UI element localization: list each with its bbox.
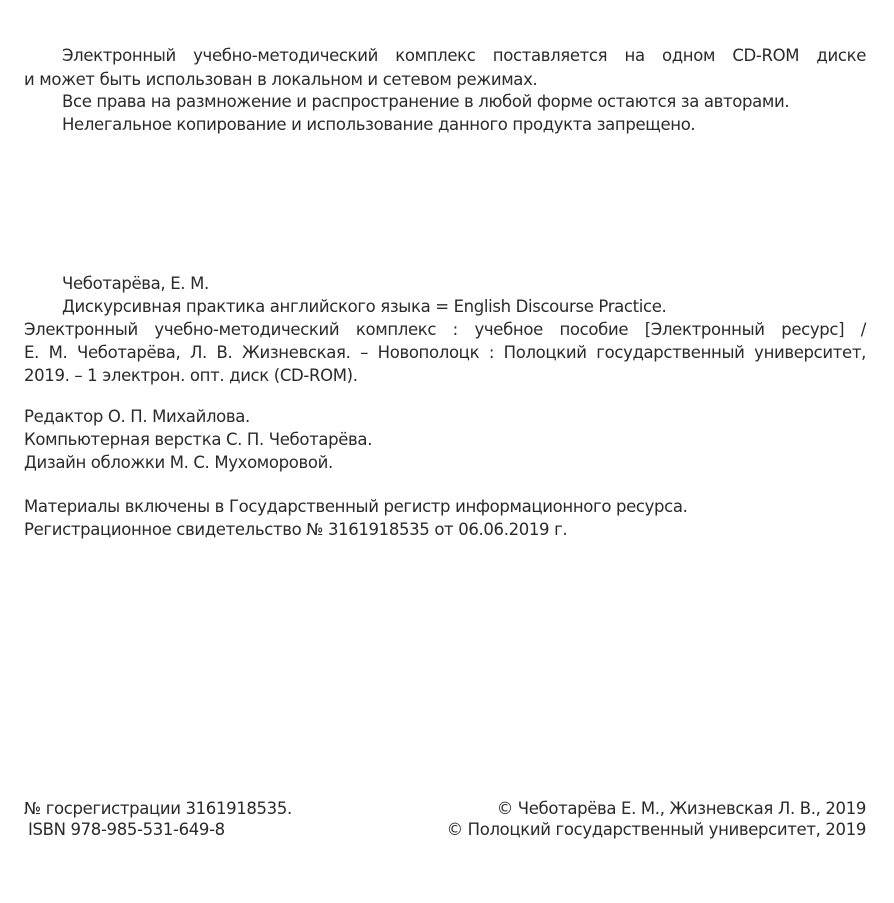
notice-line-4: Нелегальное копирование и использование данного продукта запрещено. — [62, 115, 696, 134]
bib-author: Чеботарёва, Е. М. — [62, 274, 209, 293]
footer-copyright-university: © Полоцкий государственный университет, 2019 — [446, 820, 866, 839]
bib-line-5: 2019. – 1 электрон. опт. диск (CD-ROM). — [24, 366, 358, 385]
notice-line-1: Электронный учебно-методический комплекс поставляется на одном CD-ROM диске — [62, 46, 866, 65]
credit-editor: Редактор О. П. Михайлова. — [24, 407, 250, 426]
bib-line-3: Электронный учебно-методический комплекс : учебное пособие [Электронный ресурс] / — [24, 320, 866, 339]
bib-line-4: Е. М. Чеботарёва, Л. В. Жизневская. – Новополоцк : Полоцкий государственный университет, — [24, 343, 866, 362]
credit-cover: Дизайн обложки М. С. Мухоморовой. — [24, 453, 333, 472]
registry-line-2: Регистрационное свидетельство № 3161918535 от 06.06.2019 г. — [24, 520, 568, 539]
footer-state-registration: № госрегистрации 3161918535. — [24, 799, 292, 818]
notice-line-1-wrap — [24, 44, 866, 68]
registry-line-1: Материалы включены в Государственный регистр информационного ресурса. — [24, 497, 688, 516]
notice-line-2: и может быть использован в локальном и сетевом режимах. — [24, 70, 538, 89]
bib-line-3-wrap — [24, 318, 866, 342]
bib-title: Дискурсивная практика английского языка = English Discourse Practice. — [62, 297, 667, 316]
footer-isbn: ISBN 978-985-531-649-8 — [28, 820, 225, 839]
bib-line-4-wrap — [24, 341, 866, 365]
footer-copyright-authors: © Чеботарёва Е. М., Жизневская Л. В., 2019 — [496, 799, 866, 818]
credit-layout: Компьютерная верстка С. П. Чеботарёва. — [24, 430, 373, 449]
notice-line-3: Все права на размножение и распространение в любой форме остаются за авторами. — [62, 92, 790, 111]
